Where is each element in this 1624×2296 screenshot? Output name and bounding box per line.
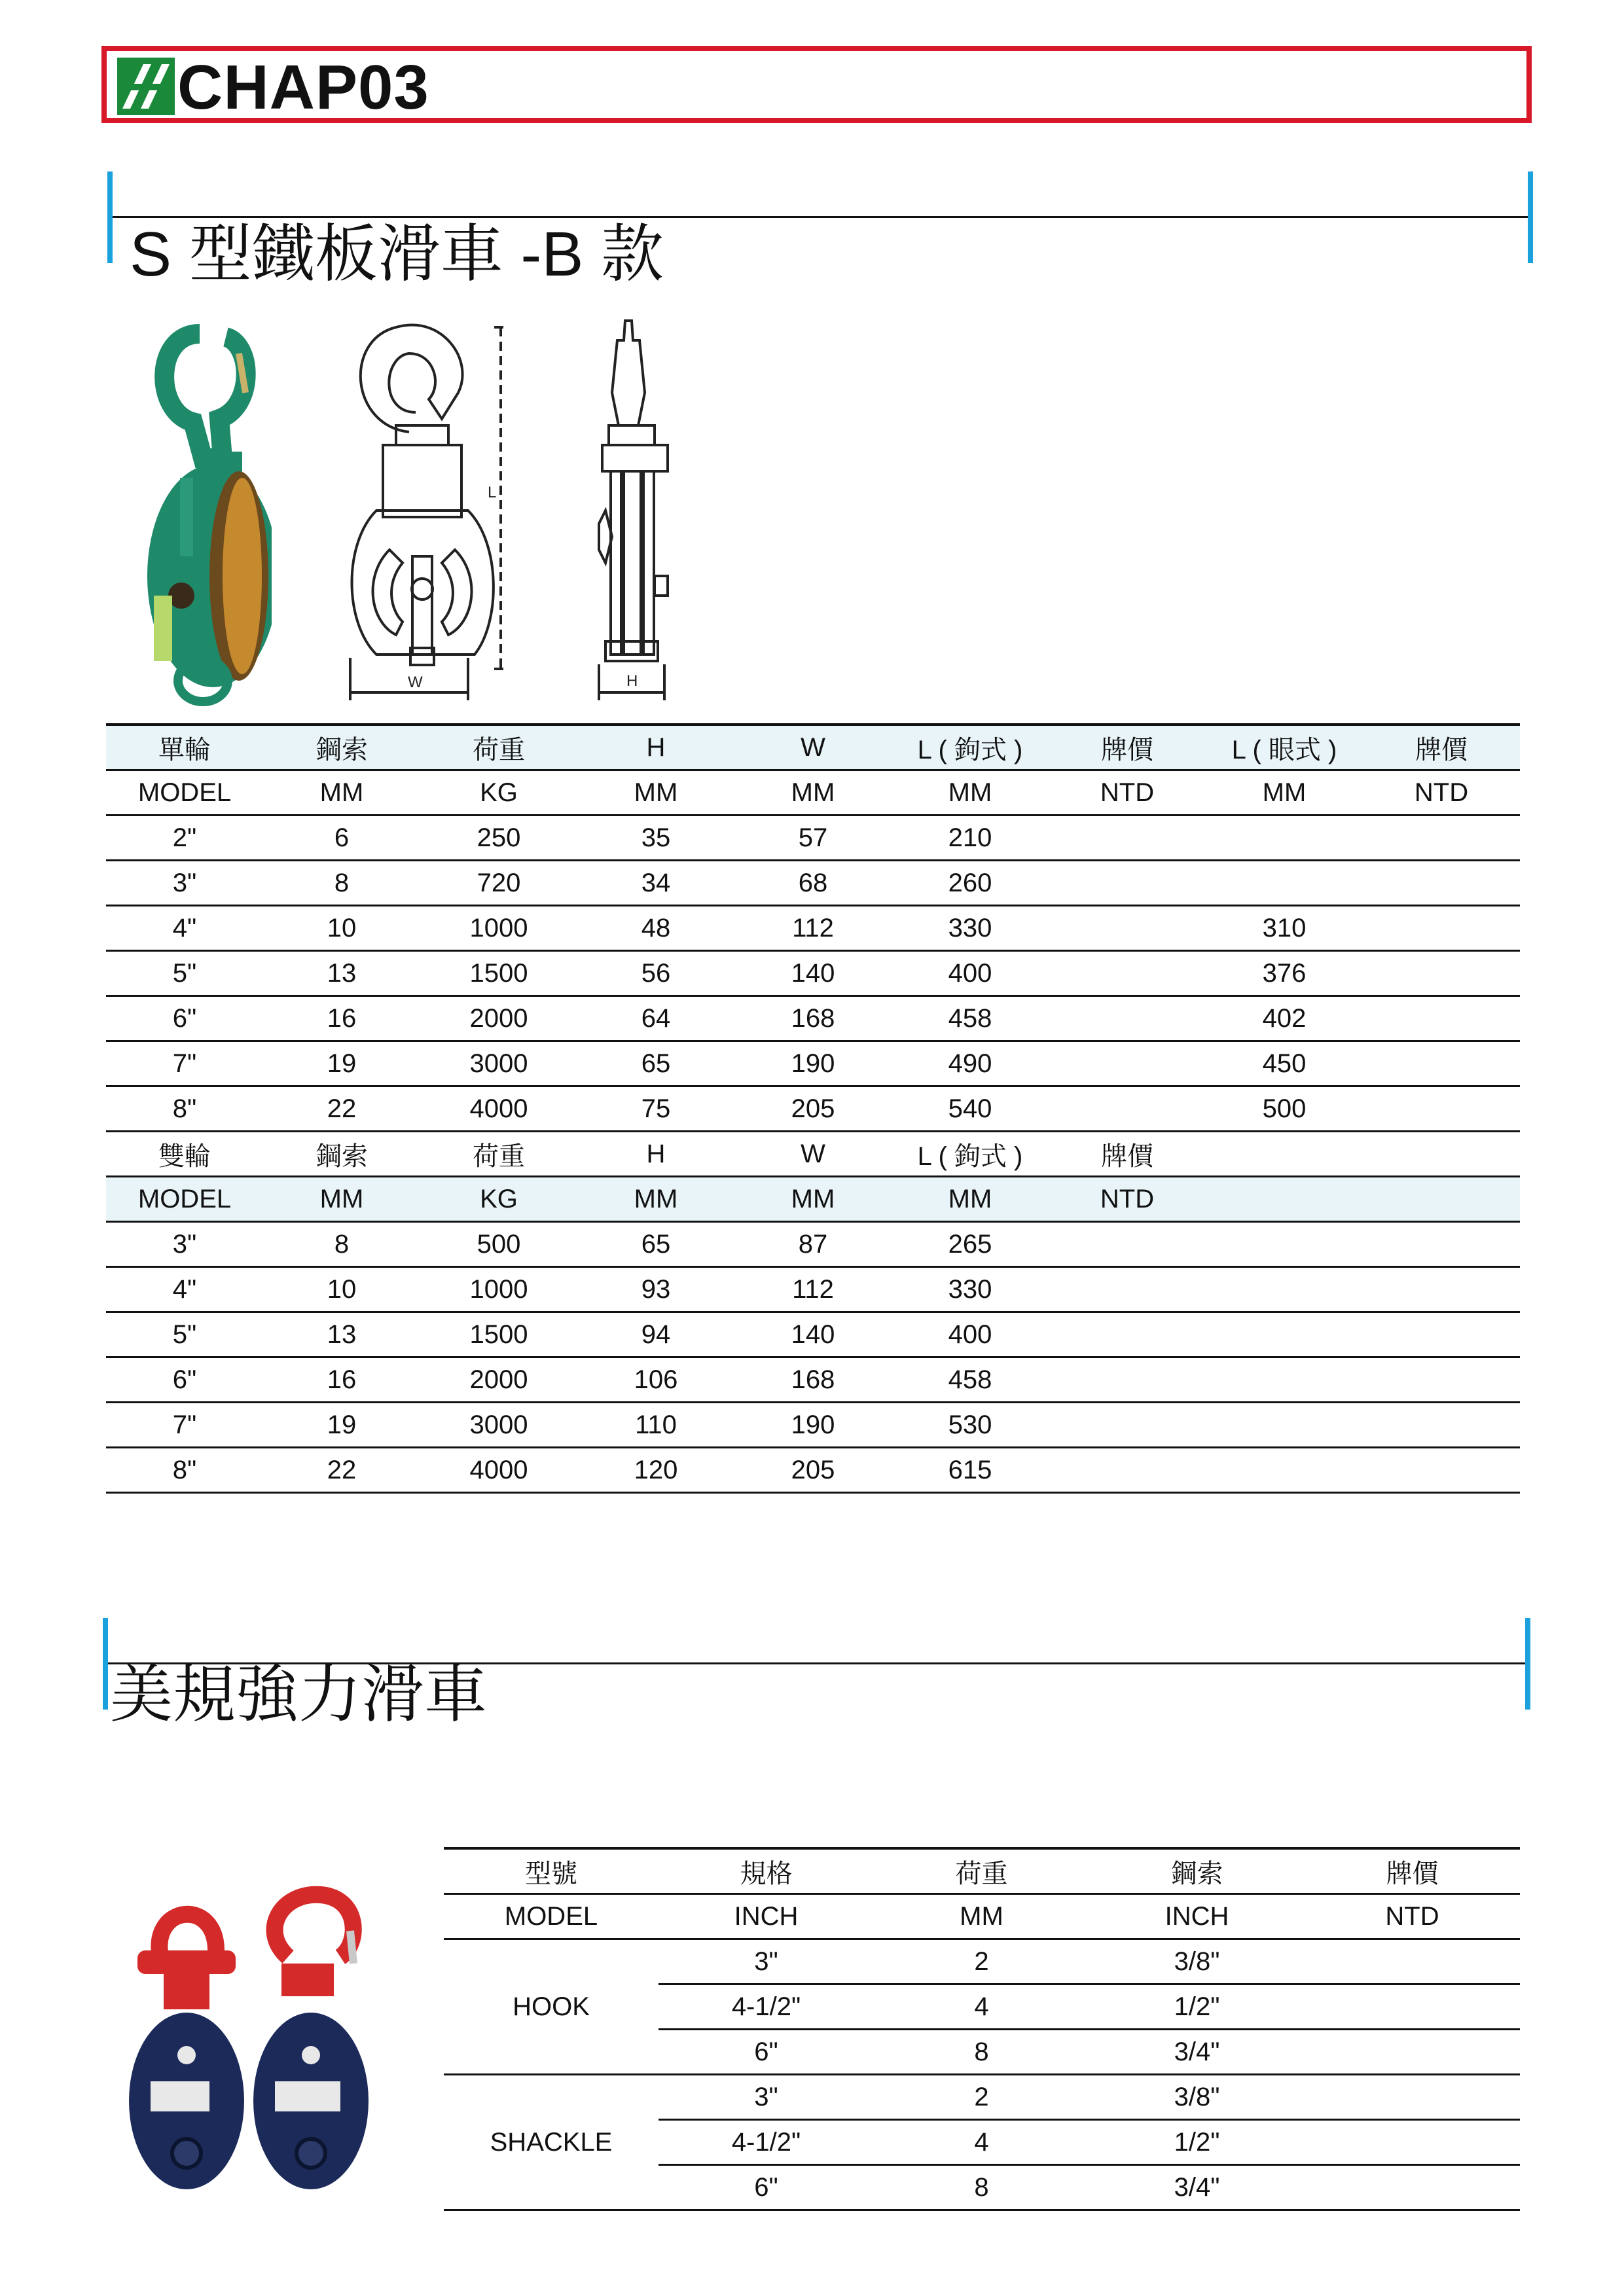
table-cell (1049, 1222, 1206, 1267)
table-cell: L ( 眼式 ) (1206, 725, 1363, 770)
table-cell: 8 (263, 1222, 420, 1267)
table-cell: 4-1/2" (659, 1984, 874, 2030)
chapter-header (101, 46, 1532, 123)
table-row (106, 1222, 1520, 1267)
table-cell: 荷重 (874, 1848, 1089, 1894)
table-cell: 10 (263, 906, 420, 951)
table-cell: NTD (1363, 770, 1520, 816)
table-cell: 720 (420, 861, 577, 906)
table-cell: 450 (1206, 1041, 1363, 1086)
us-type-block-table (444, 1847, 1520, 2211)
dim-w-label: W (408, 673, 423, 691)
table-cell: 4000 (420, 1086, 577, 1132)
table-cell: 6" (659, 2030, 874, 2075)
table-cell: 210 (892, 816, 1049, 861)
table-cell (1049, 816, 1206, 861)
table-cell (1305, 1984, 1520, 2030)
table-cell: NTD (1305, 1894, 1520, 1939)
section2-title: 美規強力滑車 (110, 1660, 487, 1730)
table-cell (1049, 1403, 1206, 1448)
table-cell: INCH (1089, 1894, 1305, 1939)
table-cell (1206, 1403, 1363, 1448)
table-cell: 402 (1206, 996, 1363, 1041)
table-cell: 68 (734, 861, 892, 906)
table-cell: MM (892, 1177, 1049, 1222)
table-cell: 荷重 (420, 725, 577, 770)
table-cell: 13 (263, 1312, 420, 1357)
double-body (106, 1222, 1520, 1493)
table-cell: MM (1206, 770, 1363, 816)
table-row (106, 1041, 1520, 1086)
chapter-title: CHAP03 (177, 52, 429, 122)
table-cell: 48 (577, 906, 734, 951)
table-cell (1049, 1448, 1206, 1493)
table-cell: 牌價 (1049, 725, 1206, 770)
us-header-row-2 (444, 1894, 1520, 1939)
table-cell: 3" (106, 1222, 263, 1267)
table-cell (1049, 1086, 1206, 1132)
table-cell: 140 (734, 951, 892, 996)
group-model-cell: HOOK (444, 1939, 659, 2075)
table-cell: 330 (892, 1267, 1049, 1312)
table-cell: 16 (263, 996, 420, 1041)
table-cell: 1/2" (1089, 2120, 1305, 2165)
table-cell: 2000 (420, 1357, 577, 1403)
table-cell (1049, 951, 1206, 996)
table-cell (1363, 906, 1520, 951)
table-cell: 168 (734, 1357, 892, 1403)
double-header-row-1 (106, 1132, 1520, 1177)
section1-left-bar (107, 171, 113, 263)
table-cell: 荷重 (420, 1132, 577, 1177)
table-cell: L ( 鉤式 ) (892, 725, 1049, 770)
double-header-row-2 (106, 1177, 1520, 1222)
us-type-block-photo (124, 1885, 406, 2193)
table-cell: 4 (874, 2120, 1089, 2165)
table-cell: MODEL (106, 1177, 263, 1222)
table-cell (1363, 1041, 1520, 1086)
table-cell: 雙輪 (106, 1132, 263, 1177)
table-cell: 7" (106, 1041, 263, 1086)
table-row (106, 1448, 1520, 1493)
table-cell (1049, 1312, 1206, 1357)
table-cell: MM (263, 1177, 420, 1222)
table-cell: 458 (892, 1357, 1049, 1403)
table-cell: KG (420, 770, 577, 816)
table-cell: W (734, 1132, 892, 1177)
table-row (106, 1403, 1520, 1448)
table-cell: INCH (659, 1894, 874, 1939)
table-cell (1363, 1448, 1520, 1493)
table-cell: 4000 (420, 1448, 577, 1493)
table-row (106, 1267, 1520, 1312)
table-cell: 260 (892, 861, 1049, 906)
table-cell: 6" (106, 996, 263, 1041)
table-cell: MM (577, 770, 734, 816)
table-cell: 376 (1206, 951, 1363, 996)
table-cell: 93 (577, 1267, 734, 1312)
table-row (106, 906, 1520, 951)
table-cell: NTD (1049, 1177, 1206, 1222)
table-cell: MM (577, 1177, 734, 1222)
table-cell: 22 (263, 1086, 420, 1132)
side-view-diagram (592, 314, 684, 707)
table-cell: 330 (892, 906, 1049, 951)
table-cell: 4-1/2" (659, 2120, 874, 2165)
section1-right-bar (1528, 171, 1533, 263)
table-cell: 265 (892, 1222, 1049, 1267)
table-cell (1363, 1403, 1520, 1448)
table-row (106, 816, 1520, 861)
table-cell: 540 (892, 1086, 1049, 1132)
table-cell (1363, 816, 1520, 861)
table-cell (1363, 1132, 1520, 1177)
table-cell: 65 (577, 1041, 734, 1086)
table-cell: 1/2" (1089, 1984, 1305, 2030)
table-cell: 10 (263, 1267, 420, 1312)
section2-left-bar (103, 1618, 108, 1710)
table-cell: 6 (263, 816, 420, 861)
table-cell: 1500 (420, 951, 577, 996)
table-cell: 110 (577, 1403, 734, 1448)
table-cell: MM (734, 1177, 892, 1222)
table-cell: 4" (106, 1267, 263, 1312)
table-cell: 19 (263, 1403, 420, 1448)
table-cell: 13 (263, 951, 420, 996)
table-cell (1049, 1041, 1206, 1086)
table-cell: 65 (577, 1222, 734, 1267)
table-cell: 1000 (420, 1267, 577, 1312)
table-cell: 牌價 (1305, 1848, 1520, 1894)
table-cell: 22 (263, 1448, 420, 1493)
table-cell: 34 (577, 861, 734, 906)
table-cell (1206, 1132, 1363, 1177)
table-cell: 400 (892, 1312, 1049, 1357)
table-cell: 8 (874, 2030, 1089, 2075)
group-model-cell: SHACKLE (444, 2075, 659, 2210)
table-cell: 鋼索 (263, 725, 420, 770)
table-cell: 牌價 (1049, 1132, 1206, 1177)
table-cell: 1000 (420, 906, 577, 951)
table-cell: H (577, 725, 734, 770)
table-cell: 530 (892, 1403, 1049, 1448)
table-cell: 112 (734, 906, 892, 951)
table-row (106, 861, 1520, 906)
table-cell: 615 (892, 1448, 1049, 1493)
section1-rule (113, 216, 1528, 218)
table-cell: H (577, 1132, 734, 1177)
table-cell: MM (263, 770, 420, 816)
single-header-row-1 (106, 725, 1520, 770)
table-cell (1363, 996, 1520, 1041)
table-cell (1206, 816, 1363, 861)
table-cell (1206, 1448, 1363, 1493)
table-cell: 87 (734, 1222, 892, 1267)
table-cell: MODEL (444, 1894, 659, 1939)
table-cell: 8 (874, 2165, 1089, 2210)
table-cell: 112 (734, 1267, 892, 1312)
section1-title: S 型鐵板滑車 -B 款 (130, 219, 664, 289)
table-cell: 7" (106, 1403, 263, 1448)
table-cell: 57 (734, 816, 892, 861)
table-cell (1206, 1267, 1363, 1312)
table-cell (1363, 1312, 1520, 1357)
table-cell: 3/4" (1089, 2165, 1305, 2210)
table-cell: 250 (420, 816, 577, 861)
table-cell: 16 (263, 1357, 420, 1403)
table-cell: 8 (263, 861, 420, 906)
table-cell (1049, 1357, 1206, 1403)
table-cell (1305, 2165, 1520, 2210)
single-body (106, 816, 1520, 1132)
dim-h-label: H (626, 672, 638, 690)
table-cell: 3/8" (1089, 1939, 1305, 1984)
table-cell: KG (420, 1177, 577, 1222)
table-cell: 8" (106, 1086, 263, 1132)
table-row (106, 951, 1520, 996)
table-cell: 19 (263, 1041, 420, 1086)
table-cell: 3000 (420, 1403, 577, 1448)
table-row (444, 1939, 1520, 1984)
table-cell (1049, 861, 1206, 906)
table-cell: 6" (659, 2165, 874, 2210)
s-type-block-table (106, 723, 1520, 1494)
table-row (106, 1312, 1520, 1357)
table-cell: 8" (106, 1448, 263, 1493)
table-cell: 5" (106, 1312, 263, 1357)
table-cell: 規格 (659, 1848, 874, 1894)
table-cell: 6" (106, 1357, 263, 1403)
table-cell: 205 (734, 1448, 892, 1493)
table-cell: 500 (1206, 1086, 1363, 1132)
table-cell: 3" (659, 2075, 874, 2120)
table-cell: 2 (874, 1939, 1089, 1984)
table-cell (1206, 861, 1363, 906)
table-cell: 2000 (420, 996, 577, 1041)
table-cell (1206, 1177, 1363, 1222)
table-cell: 75 (577, 1086, 734, 1132)
table-cell (1049, 1267, 1206, 1312)
table-cell (1305, 2030, 1520, 2075)
table-cell: 4 (874, 1984, 1089, 2030)
table-cell (1305, 1939, 1520, 1984)
table-cell (1363, 951, 1520, 996)
table-cell: MM (734, 770, 892, 816)
table-cell (1363, 1177, 1520, 1222)
table-cell: 500 (420, 1222, 577, 1267)
chapter-logo-icon (117, 58, 175, 115)
table-cell (1305, 2120, 1520, 2165)
us-body (444, 1939, 1520, 2210)
table-cell: 168 (734, 996, 892, 1041)
table-cell: MODEL (106, 770, 263, 816)
table-cell (1363, 1357, 1520, 1403)
table-cell: 490 (892, 1041, 1049, 1086)
table-cell: L ( 鉤式 ) (892, 1132, 1049, 1177)
table-cell: 106 (577, 1357, 734, 1403)
table-cell: NTD (1049, 770, 1206, 816)
table-cell: 3/8" (1089, 2075, 1305, 2120)
table-row (106, 996, 1520, 1041)
table-row (106, 1357, 1520, 1403)
table-cell: MM (892, 770, 1049, 816)
table-cell (1049, 906, 1206, 951)
table-cell: 190 (734, 1403, 892, 1448)
table-cell: 2" (106, 816, 263, 861)
table-cell: 2 (874, 2075, 1089, 2120)
table-cell (1206, 1312, 1363, 1357)
table-cell: 牌價 (1363, 725, 1520, 770)
table-cell: 型號 (444, 1848, 659, 1894)
table-row (106, 1086, 1520, 1132)
table-cell: 94 (577, 1312, 734, 1357)
table-cell: 310 (1206, 906, 1363, 951)
green-snatch-block-photo (141, 308, 272, 707)
table-cell: 5" (106, 951, 263, 996)
table-cell (1206, 1357, 1363, 1403)
table-cell: 205 (734, 1086, 892, 1132)
table-cell: 3" (659, 1939, 874, 1984)
table-cell: 56 (577, 951, 734, 996)
single-header-row-2 (106, 770, 1520, 816)
dim-l-label: L (488, 484, 497, 501)
table-cell: 35 (577, 816, 734, 861)
table-cell: 140 (734, 1312, 892, 1357)
table-cell: 鋼索 (263, 1132, 420, 1177)
table-cell: W (734, 725, 892, 770)
table-cell: 458 (892, 996, 1049, 1041)
table-cell (1363, 1086, 1520, 1132)
table-cell: 1500 (420, 1312, 577, 1357)
table-cell (1363, 1267, 1520, 1312)
table-cell: 64 (577, 996, 734, 1041)
table-cell: 3/4" (1089, 2030, 1305, 2075)
us-header-row-1 (444, 1848, 1520, 1894)
table-cell: 鋼索 (1089, 1848, 1305, 1894)
table-cell: 單輪 (106, 725, 263, 770)
table-cell: 190 (734, 1041, 892, 1086)
table-cell: MM (874, 1894, 1089, 1939)
table-cell (1363, 1222, 1520, 1267)
section2-right-bar (1525, 1618, 1530, 1710)
table-cell (1206, 1222, 1363, 1267)
table-cell: 3" (106, 861, 263, 906)
table-cell: 400 (892, 951, 1049, 996)
table-cell: 3000 (420, 1041, 577, 1086)
table-row (444, 2075, 1520, 2120)
table-cell: 4" (106, 906, 263, 951)
table-cell (1363, 861, 1520, 906)
front-view-diagram (337, 314, 527, 707)
table-cell (1305, 2075, 1520, 2120)
table-cell (1049, 996, 1206, 1041)
table-cell: 120 (577, 1448, 734, 1493)
